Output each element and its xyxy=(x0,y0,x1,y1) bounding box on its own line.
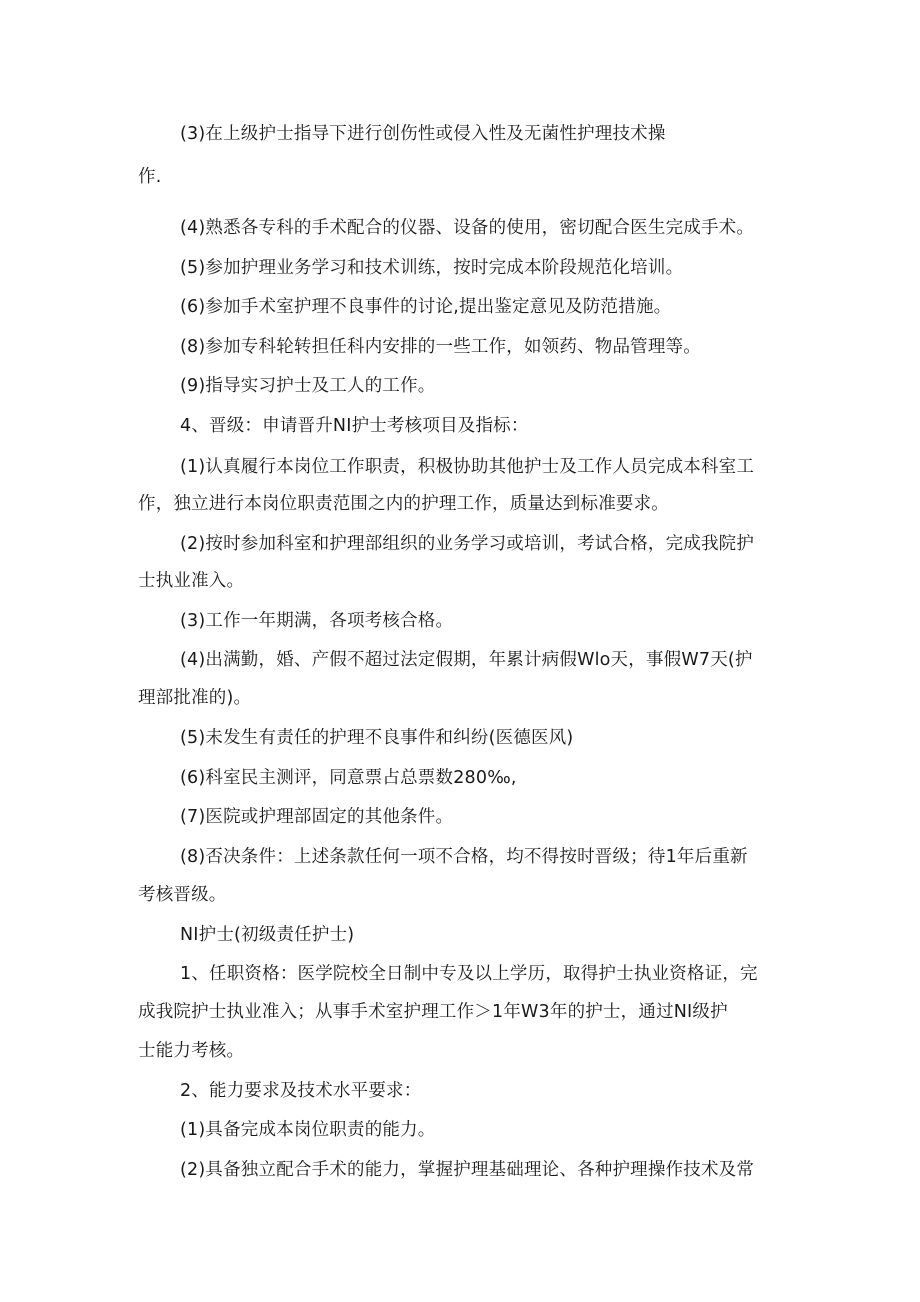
text-line: (2)具备独立配合手术的能力，掌握护理基础理论、各种护理操作技术及常 xyxy=(180,1160,755,1180)
text-line: (6)参加手术室护理不良事件的讨论,提出鉴定意见及防范措施。 xyxy=(180,297,672,317)
text-line: (7)医院或护理部固定的其他条件。 xyxy=(180,807,454,827)
text-line: (3)工作一年期满，各项考核合格。 xyxy=(180,611,454,631)
text-line: (8)参加专科轮转担任科内安排的一些工作，如领药、物品管理等。 xyxy=(180,337,701,357)
section-heading: 4、晋级：申请晋升NI护士考核项目及指标： xyxy=(180,416,529,436)
text-line: (2)按时参加科室和护理部组织的业务学习或培训，考试合格，完成我院护 xyxy=(180,534,755,554)
text-line: (6)科室民主测评，同意票占总票数280‰, xyxy=(180,768,517,788)
text-line: (1)具备完成本岗位职责的能力。 xyxy=(180,1120,436,1140)
section-heading: 2、能力要求及技术水平要求： xyxy=(180,1081,422,1101)
text-line: (1)认真履行本岗位工作职责，积极协助其他护士及工作人员完成本科室工 xyxy=(180,457,755,477)
text-line: 士能力考核。 xyxy=(138,1041,245,1061)
text-line: 1、任职资格：医学院校全日制中专及以上学历，取得护士执业资格证，完 xyxy=(180,964,758,984)
text-line: 考核晋级。 xyxy=(138,885,227,905)
text-line: 理部批准的)。 xyxy=(138,688,252,708)
text-line: (3)在上级护士指导下进行创伤性或侵入性及无菌性护理技术操 xyxy=(180,124,666,144)
text-line: 作，独立进行本岗位职责范围之内的护理工作，质量达到标准要求。 xyxy=(138,494,669,514)
text-line: (4)出满勤，婚、产假不超过法定假期，年累计病假Wlo天，事假W7天(护 xyxy=(180,650,753,670)
text-line: (5)未发生有责任的护理不良事件和纠纷(医德医风) xyxy=(180,728,574,748)
text-line: 士执业准入。 xyxy=(138,571,245,591)
text-line: (8)否决条件：上述条款任何一项不合格，均不得按时晋级；待1年后重新 xyxy=(180,847,748,867)
text-line: 作. xyxy=(138,167,162,187)
text-line: (4)熟悉各专科的手术配合的仪器、设备的使用，密切配合医生完成手术。 xyxy=(180,218,755,238)
text-line: (5)参加护理业务学习和技术训练，按时完成本阶段规范化培训。 xyxy=(180,258,684,278)
text-line: 成我院护士执业准入；从事手术室护理工作＞1年W3年的护士，通过NI级护 xyxy=(138,1002,728,1022)
section-heading: NI护士(初级责任护士) xyxy=(180,925,355,945)
text-line: (9)指导实习护士及工人的工作。 xyxy=(180,376,436,396)
